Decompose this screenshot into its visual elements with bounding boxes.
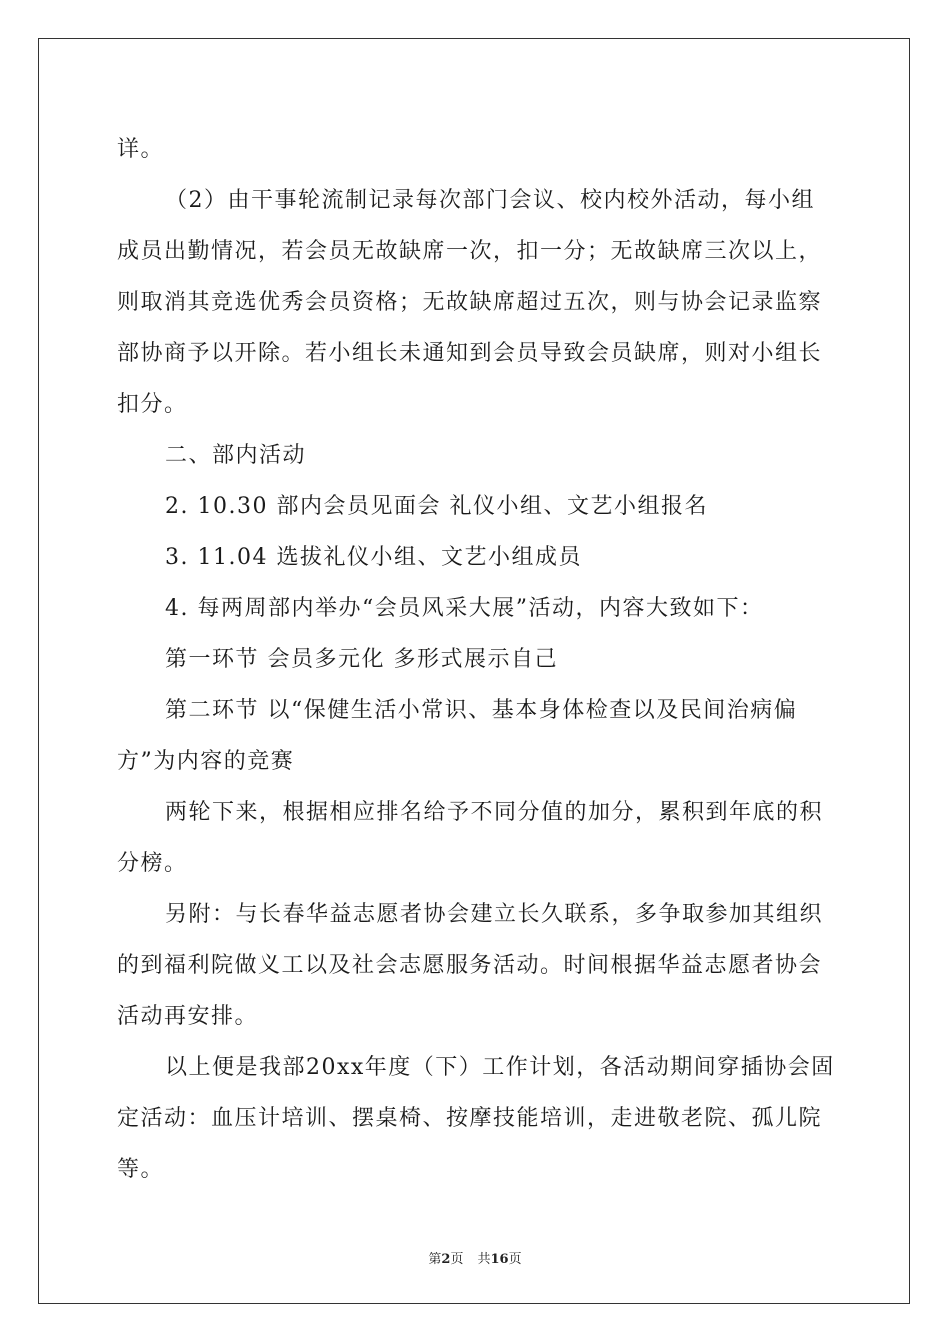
section-heading-internal-activities: 二、部内活动 [165,443,307,468]
list-item-4: 4. 每两周部内举办“会员风采大展”活动，内容大致如下： [165,596,764,621]
list-item-2: 2. 10.30 部内会员见面会 礼仪小组、文艺小组报名 [165,494,708,519]
document-body [117,124,837,1195]
stage-two: 第二环节 以“保健生活小常识、基本身体检查以及民间治病偏方”为内容的竞赛 [117,698,798,774]
page-suffix: 页 [450,1252,464,1267]
total-suffix: 页 [508,1252,522,1267]
page-prefix: 第 [428,1252,442,1267]
paragraph-scoring: 两轮下来，根据相应排名给予不同分值的加分，累积到年底的积分榜。 [117,800,824,876]
stage-one: 第一环节 会员多元化 多形式展示自己 [165,647,558,672]
paragraph-attendance-rule: （2）由干事轮流制记录每次部门会议、校内校外活动，每小组成员出勤情况，若会员无故缺席一次，扣一分；无故缺席三次以上，则取消其竞选优秀会员资格；无故缺席超过五次，则与协会记录监察部协商予以开除。若小组长未通知到会员导致会员缺席，则对小组长扣分。 [117,188,823,417]
list-item-3: 3. 11.04 选拔礼仪小组、文艺小组成员 [165,545,582,570]
total-prefix: 共 [477,1252,491,1267]
paragraph-conclusion: 以上便是我部20xx年度（下）工作计划，各活动期间穿插协会固定活动：血压计培训、摆桌椅、按摩技能培训，走进敬老院、孤儿院等。 [117,1055,835,1182]
page-number: 2 [441,1252,451,1267]
total-pages: 16 [490,1252,509,1267]
paragraph-appendix: 另附：与长春华益志愿者协会建立长久联系，多争取参加其组织的到福利院做义工以及社会志愿服务活动。时间根据华益志愿者协会活动再安排。 [117,902,824,1029]
paragraph-continuation: 详。 [117,137,165,162]
page-footer [0,1248,950,1267]
